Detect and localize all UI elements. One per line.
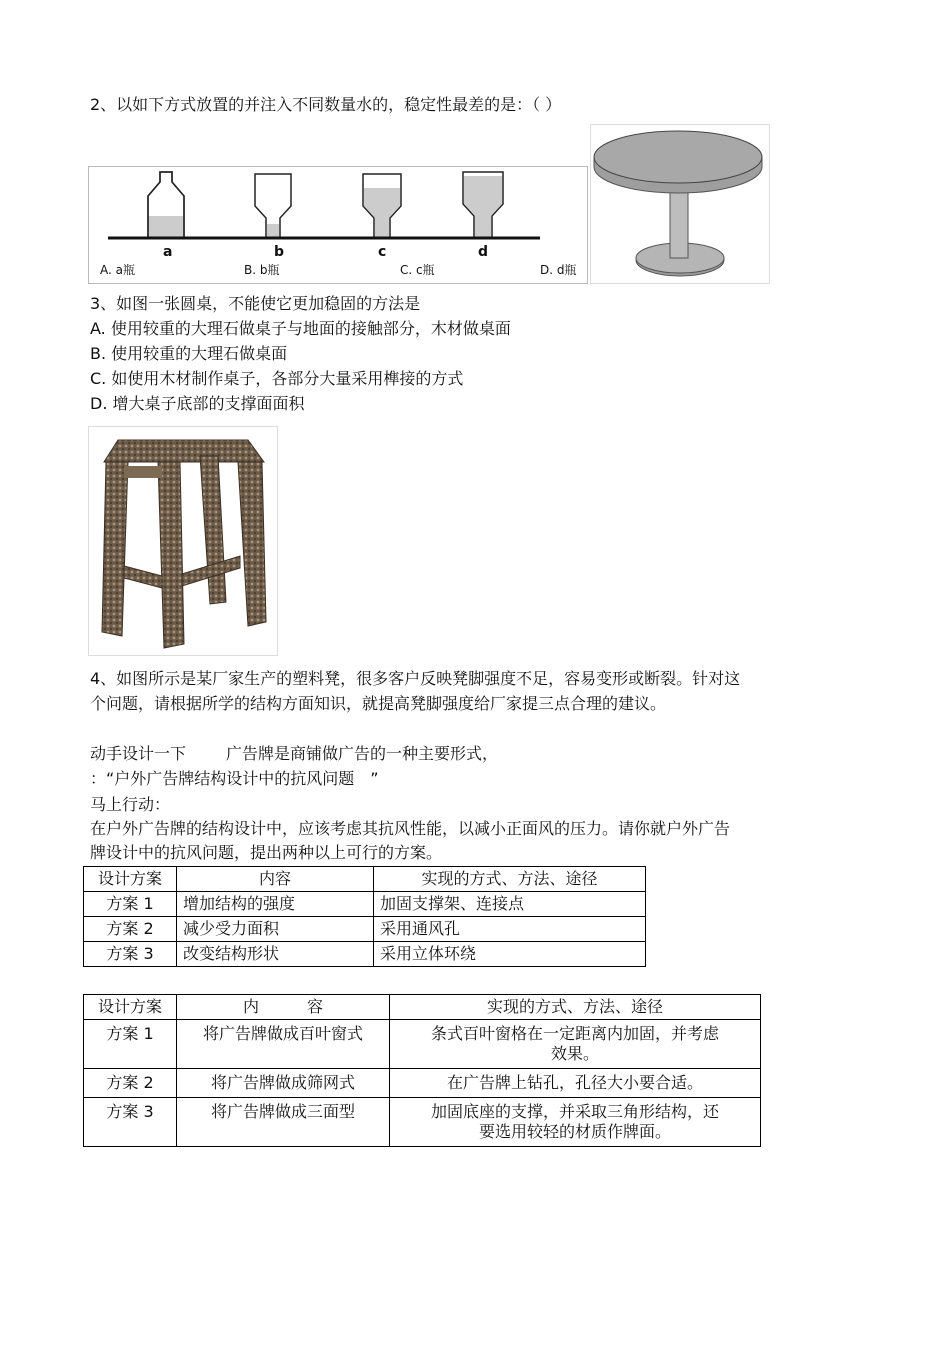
q2-option-c: C. c瓶 [400, 263, 435, 277]
table-cell: 方案 2 [84, 917, 177, 942]
q2-option-b: B. b瓶 [244, 263, 280, 277]
table-cell [390, 1098, 761, 1147]
bottle-label-d: d [478, 244, 489, 260]
table-cell: 采用立体环绕 [374, 942, 646, 967]
table-2-header-cell: 设计方案 [84, 995, 177, 1020]
table-cell: 方案 1 [84, 892, 177, 917]
table-cell: 减少受力面积 [177, 917, 374, 942]
q4-line-1: 4、如图所示是某厂家生产的塑料凳，很多客户反映凳脚强度不足，容易变形或断裂。针对这 [90, 669, 741, 688]
q2-option-a: A. a瓶 [100, 263, 135, 277]
table-2-header-row [84, 995, 761, 1020]
table-cell [390, 1020, 761, 1069]
q3-option-b: B. 使用较重的大理石做桌面 [90, 344, 288, 363]
bottles-figure [88, 166, 588, 284]
q3-option-d: D. 增大桌子底部的支撑面面积 [90, 394, 305, 413]
design-action: 马上行动： [90, 795, 171, 814]
table-1-header-cell: 内容 [177, 867, 374, 892]
q4-line-2: 个问题，请根据所学的结构方面知识，就提高凳脚强度给厂家提三点合理的建议。 [90, 694, 667, 713]
table-1-header-cell: 设计方案 [84, 867, 177, 892]
table-cell: 加固支撑架、连接点 [374, 892, 646, 917]
table-cell: 在广告牌上钻孔，孔径大小要合适。 [390, 1069, 761, 1098]
design-task-line-1: 在户外广告牌的结构设计中，应该考虑其抗风性能，以减小正面风的压力。请你就户外广告 [90, 819, 731, 838]
table-cell: 将广告牌做成百叶窗式 [177, 1020, 390, 1069]
table-1-header-cell: 实现的方式、方法、途径 [374, 867, 646, 892]
table-cell: 采用通风孔 [374, 917, 646, 942]
bottles-illustration [88, 166, 588, 284]
table-cell-line: 效果。 [550, 1044, 599, 1063]
table-cell: 将广告牌做成三面型 [177, 1098, 390, 1147]
table-row [84, 1020, 761, 1069]
round-table-icon [590, 124, 770, 284]
design-intro: 广告牌是商铺做广告的一种主要形式， [226, 744, 499, 763]
table-cell: 方案 3 [84, 942, 177, 967]
bottle-label-b: b [274, 244, 285, 260]
table-cell: 改变结构形状 [177, 942, 374, 967]
design-table-1 [83, 866, 646, 967]
q3-option-a: A. 使用较重的大理石做桌子与地面的接触部分，木材做桌面 [90, 319, 511, 338]
design-task-line-2: 牌设计中的抗风问题，提出两种以上可行的方案。 [90, 843, 443, 862]
bottle-label-c: c [378, 244, 387, 260]
bottle-label-a: a [163, 244, 173, 260]
table-cell-line: 要选用较轻的材质作牌面。 [478, 1122, 671, 1141]
table-row [84, 942, 646, 967]
plastic-stool-figure [88, 426, 278, 656]
table-2-header-cell: 内 容 [177, 995, 390, 1020]
design-topic: ：“户外广告牌结构设计中的抗风问题 ” [90, 769, 379, 788]
table-cell: 增加结构的强度 [177, 892, 374, 917]
table-1-header-row [84, 867, 646, 892]
table-cell-line: 加固底座的支撑，并采取三角形结构，还 [430, 1102, 719, 1121]
table-cell-line: 条式百叶窗格在一定距离内加固，并考虑 [430, 1024, 719, 1043]
table-2-header-cell: 实现的方式、方法、途径 [390, 995, 761, 1020]
q2-title: 2、以如下方式放置的并注入不同数量水的，稳定性最差的是：（ ） [90, 95, 562, 114]
table-row [84, 892, 646, 917]
q3-option-c: C. 如使用木材制作桌子，各部分大量采用榫接的方式 [90, 369, 464, 388]
design-table-2 [83, 994, 761, 1147]
table-cell: 将广告牌做成筛网式 [177, 1069, 390, 1098]
table-row [84, 917, 646, 942]
table-row [84, 1098, 761, 1147]
table-cell: 方案 3 [84, 1098, 177, 1147]
q2-option-d: D. d瓶 [540, 263, 577, 277]
table-cell: 方案 2 [84, 1069, 177, 1098]
plastic-stool-icon [88, 426, 278, 656]
design-heading: 动手设计一下 [90, 744, 187, 763]
q3-title: 3、如图一张圆桌，不能使它更加稳固的方法是 [90, 294, 421, 313]
round-table-figure [590, 124, 770, 284]
table-cell: 方案 1 [84, 1020, 177, 1069]
table-row [84, 1069, 761, 1098]
